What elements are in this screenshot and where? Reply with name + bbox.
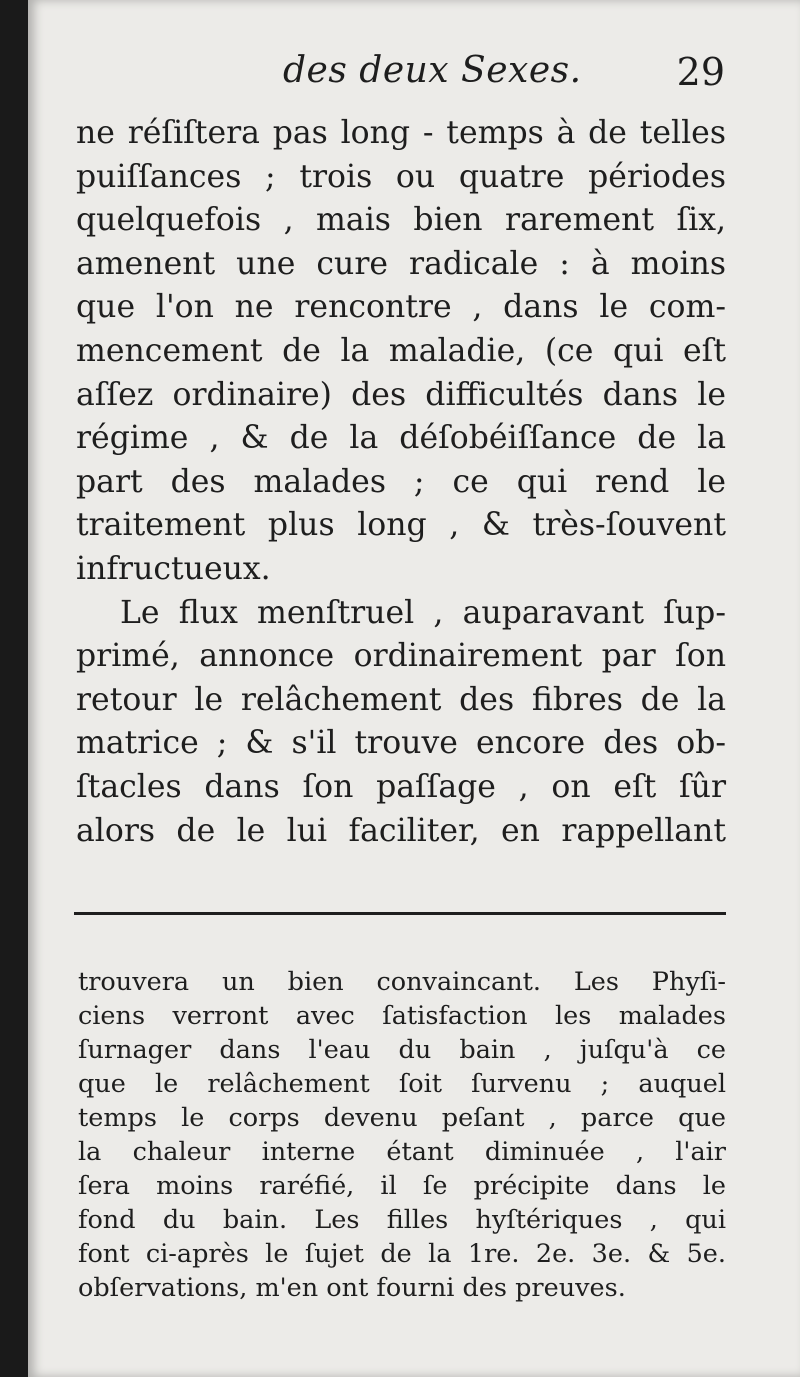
main-text [76,112,726,853]
text-line: retour le relâchement des fibres de la [76,681,726,718]
text-line: primé, annonce ordinairement par ſon [76,638,726,675]
book-page [28,0,800,1377]
footnote-line: la chaleur interne étant diminuée , l'air [78,1137,726,1167]
text-line: ſtacles dans ſon paſſage , on eſt ſûr [76,768,726,805]
page-number: 29 [676,50,725,94]
text-line: ne réſiſtera pas long - temps à de telles [76,115,726,151]
text-line: aſſez ordinaire) des difficultés dans le [76,376,726,413]
page-header [283,50,725,100]
footnote-separator-rule [74,912,726,915]
text-line: que l'on ne rencontre , dans le com- [76,289,726,326]
text-line: part des malades ; ce qui rend le [76,463,726,500]
text-line: régime , & de la déſobéiſſance de la [76,420,726,457]
footnote-line: que le relâchement ſoit ſurvenu ; auquel [78,1069,726,1099]
footnote-line: ciens verront avec ſatisfaction les malades [78,1001,726,1031]
text-line: traitement plus long , & très-ſouvent [76,507,726,544]
footnote-line: temps le corps devenu peſant , parce que [78,1103,726,1133]
footnote-line: obſervations, m'en ont fourni des preuves. [78,1273,626,1303]
text-line: infructueux. [76,550,271,587]
footnote-line: trouvera un bien convaincant. Les Phyſi- [78,967,726,997]
footnote-line: ſera moins raréfié, il ſe précipite dans le [78,1171,726,1201]
text-line: Le flux menſtruel , auparavant ſup- [120,594,726,631]
text-line: alors de le lui faciliter, en rappellant [76,812,726,849]
text-line: matrice ; & s'il trouve encore des ob- [76,725,726,762]
footnote-line: ſurnager dans l'eau du bain , juſqu'à ce [78,1035,726,1065]
running-head: des deux Sexes. [283,50,582,91]
footnote-line: fond du bain. Les filles hyſtériques , qui [78,1205,726,1235]
text-line: puiſſances ; trois ou quatre périodes [76,158,726,195]
footnote [78,965,726,1305]
text-line: amenent une cure radicale : à moins [76,245,726,282]
text-line: mencement de la maladie, (ce qui eſt [76,332,726,369]
footnote-line: font ci-après le ſujet de la 1re. 2e. 3e. & 5e. [78,1239,726,1269]
text-line: quelquefois , mais bien rarement ſix, [76,202,726,239]
